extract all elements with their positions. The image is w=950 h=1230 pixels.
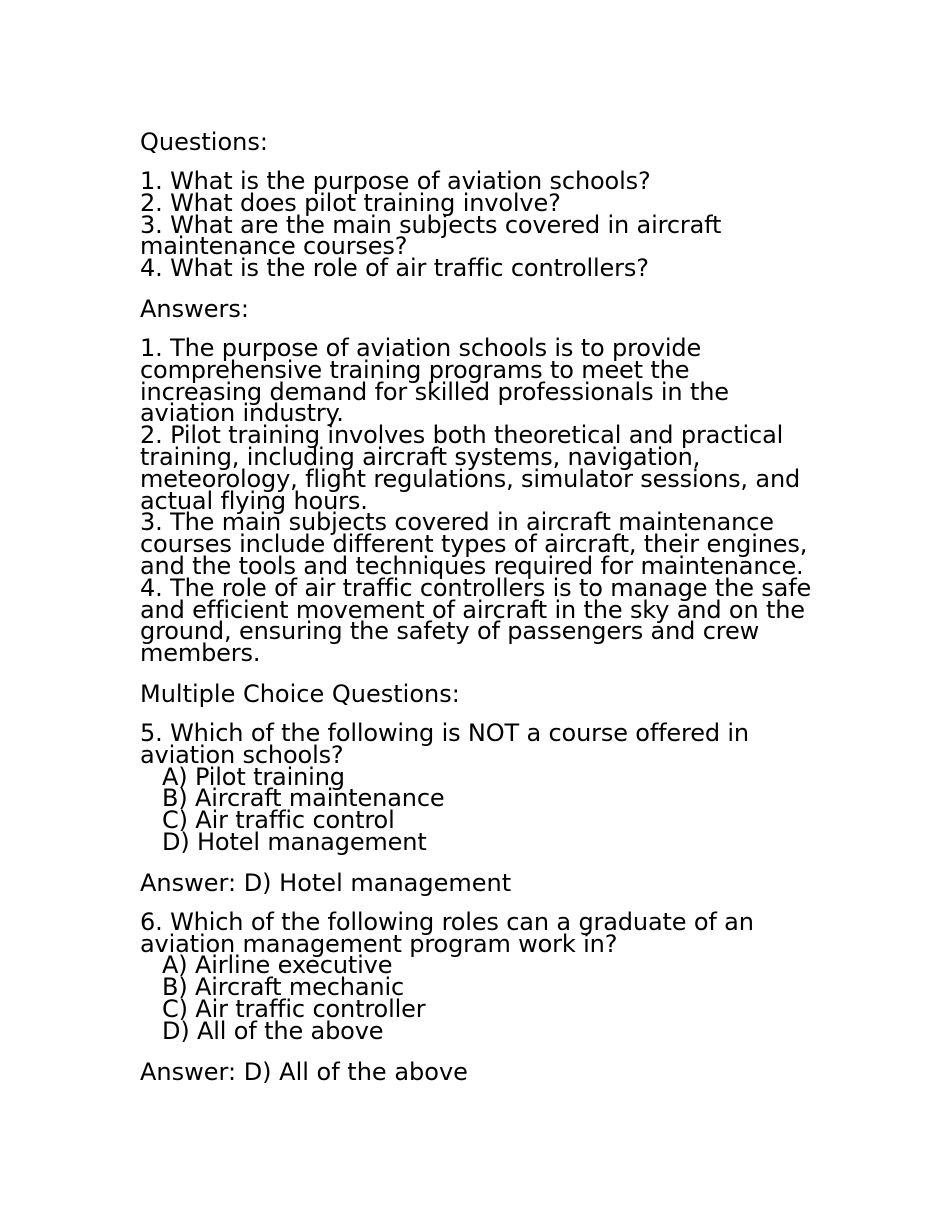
answer-2-line-3: meteorology, flight regulations, simulator sessions, and	[140, 464, 801, 493]
answer-4-line-4: members.	[140, 639, 261, 668]
mcq-5-option-a: A) Pilot training	[162, 762, 345, 791]
mcq-6-option-a: A) Airline executive	[162, 951, 393, 980]
answers-heading: Answers:	[140, 294, 249, 323]
mcq-5-option-c: C) Air traffic control	[162, 806, 395, 835]
mcq-6-question-line-1: 6. Which of the following roles can a graduate of an	[140, 907, 754, 936]
document-page	[140, 127, 830, 1087]
mcq-5-answer: Answer: D) Hotel management	[140, 868, 512, 897]
question-3-line-2: maintenance courses?	[140, 232, 408, 261]
answer-2-line-1: 2. Pilot training involves both theoretical and practical	[140, 421, 784, 450]
mcq-5-option-b: B) Aircraft maintenance	[162, 784, 445, 813]
mcq-6-option-b: B) Aircraft mechanic	[162, 973, 405, 1002]
mcq-5-question-line-1: 5. Which of the following is NOT a course offered in	[140, 718, 749, 747]
answer-4-line-2: and efficient movement of aircraft in the sky and on the	[140, 595, 805, 624]
answer-4-line-1: 4. The role of air traffic controllers is to manage the safe	[140, 573, 812, 602]
question-2-line-1: 2. What does pilot training involve?	[140, 188, 561, 217]
answer-2-line-4: actual flying hours.	[140, 486, 368, 515]
question-3-line-1: 3. What are the main subjects covered in aircraft	[140, 210, 722, 239]
mcq-5	[140, 718, 830, 856]
questions-heading: Questions:	[140, 128, 268, 156]
question-4-line-1: 4. What is the role of air traffic controllers?	[140, 254, 649, 283]
questions-list	[140, 167, 830, 283]
answer-1-line-4: aviation industry.	[140, 399, 344, 428]
mcq-6-answer: Answer: D) All of the above	[140, 1057, 468, 1086]
answer-1-line-3: increasing demand for skilled professionals in the	[140, 377, 729, 406]
question-1-line-1: 1. What is the purpose of aviation schools?	[140, 167, 651, 195]
mcq-6-question-line-2: aviation management program work in?	[140, 929, 618, 958]
answer-1-line-1: 1. The purpose of aviation schools is to provide	[140, 333, 702, 362]
mcq-5-question-line-2: aviation schools?	[140, 740, 344, 769]
answer-2-line-2: training, including aircraft systems, navigation,	[140, 442, 701, 471]
mcq-5-option-d: D) Hotel management	[162, 827, 427, 856]
answer-1-line-2: comprehensive training programs to meet the	[140, 355, 690, 384]
answer-3-line-2: courses include different types of aircraft, their engines,	[140, 530, 808, 559]
answer-4-line-3: ground, ensuring the safety of passengers and crew	[140, 617, 760, 646]
answers-list	[140, 333, 830, 668]
mcq-6	[140, 907, 830, 1045]
answer-3-line-1: 3. The main subjects covered in aircraft maintenance	[140, 508, 774, 537]
mcq-6-option-d: D) All of the above	[162, 1016, 384, 1045]
mcq-6-option-c: C) Air traffic controller	[162, 994, 426, 1023]
answer-3-line-3: and the tools and techniques required for maintenance.	[140, 551, 804, 580]
mcq-heading: Multiple Choice Questions:	[140, 679, 460, 708]
